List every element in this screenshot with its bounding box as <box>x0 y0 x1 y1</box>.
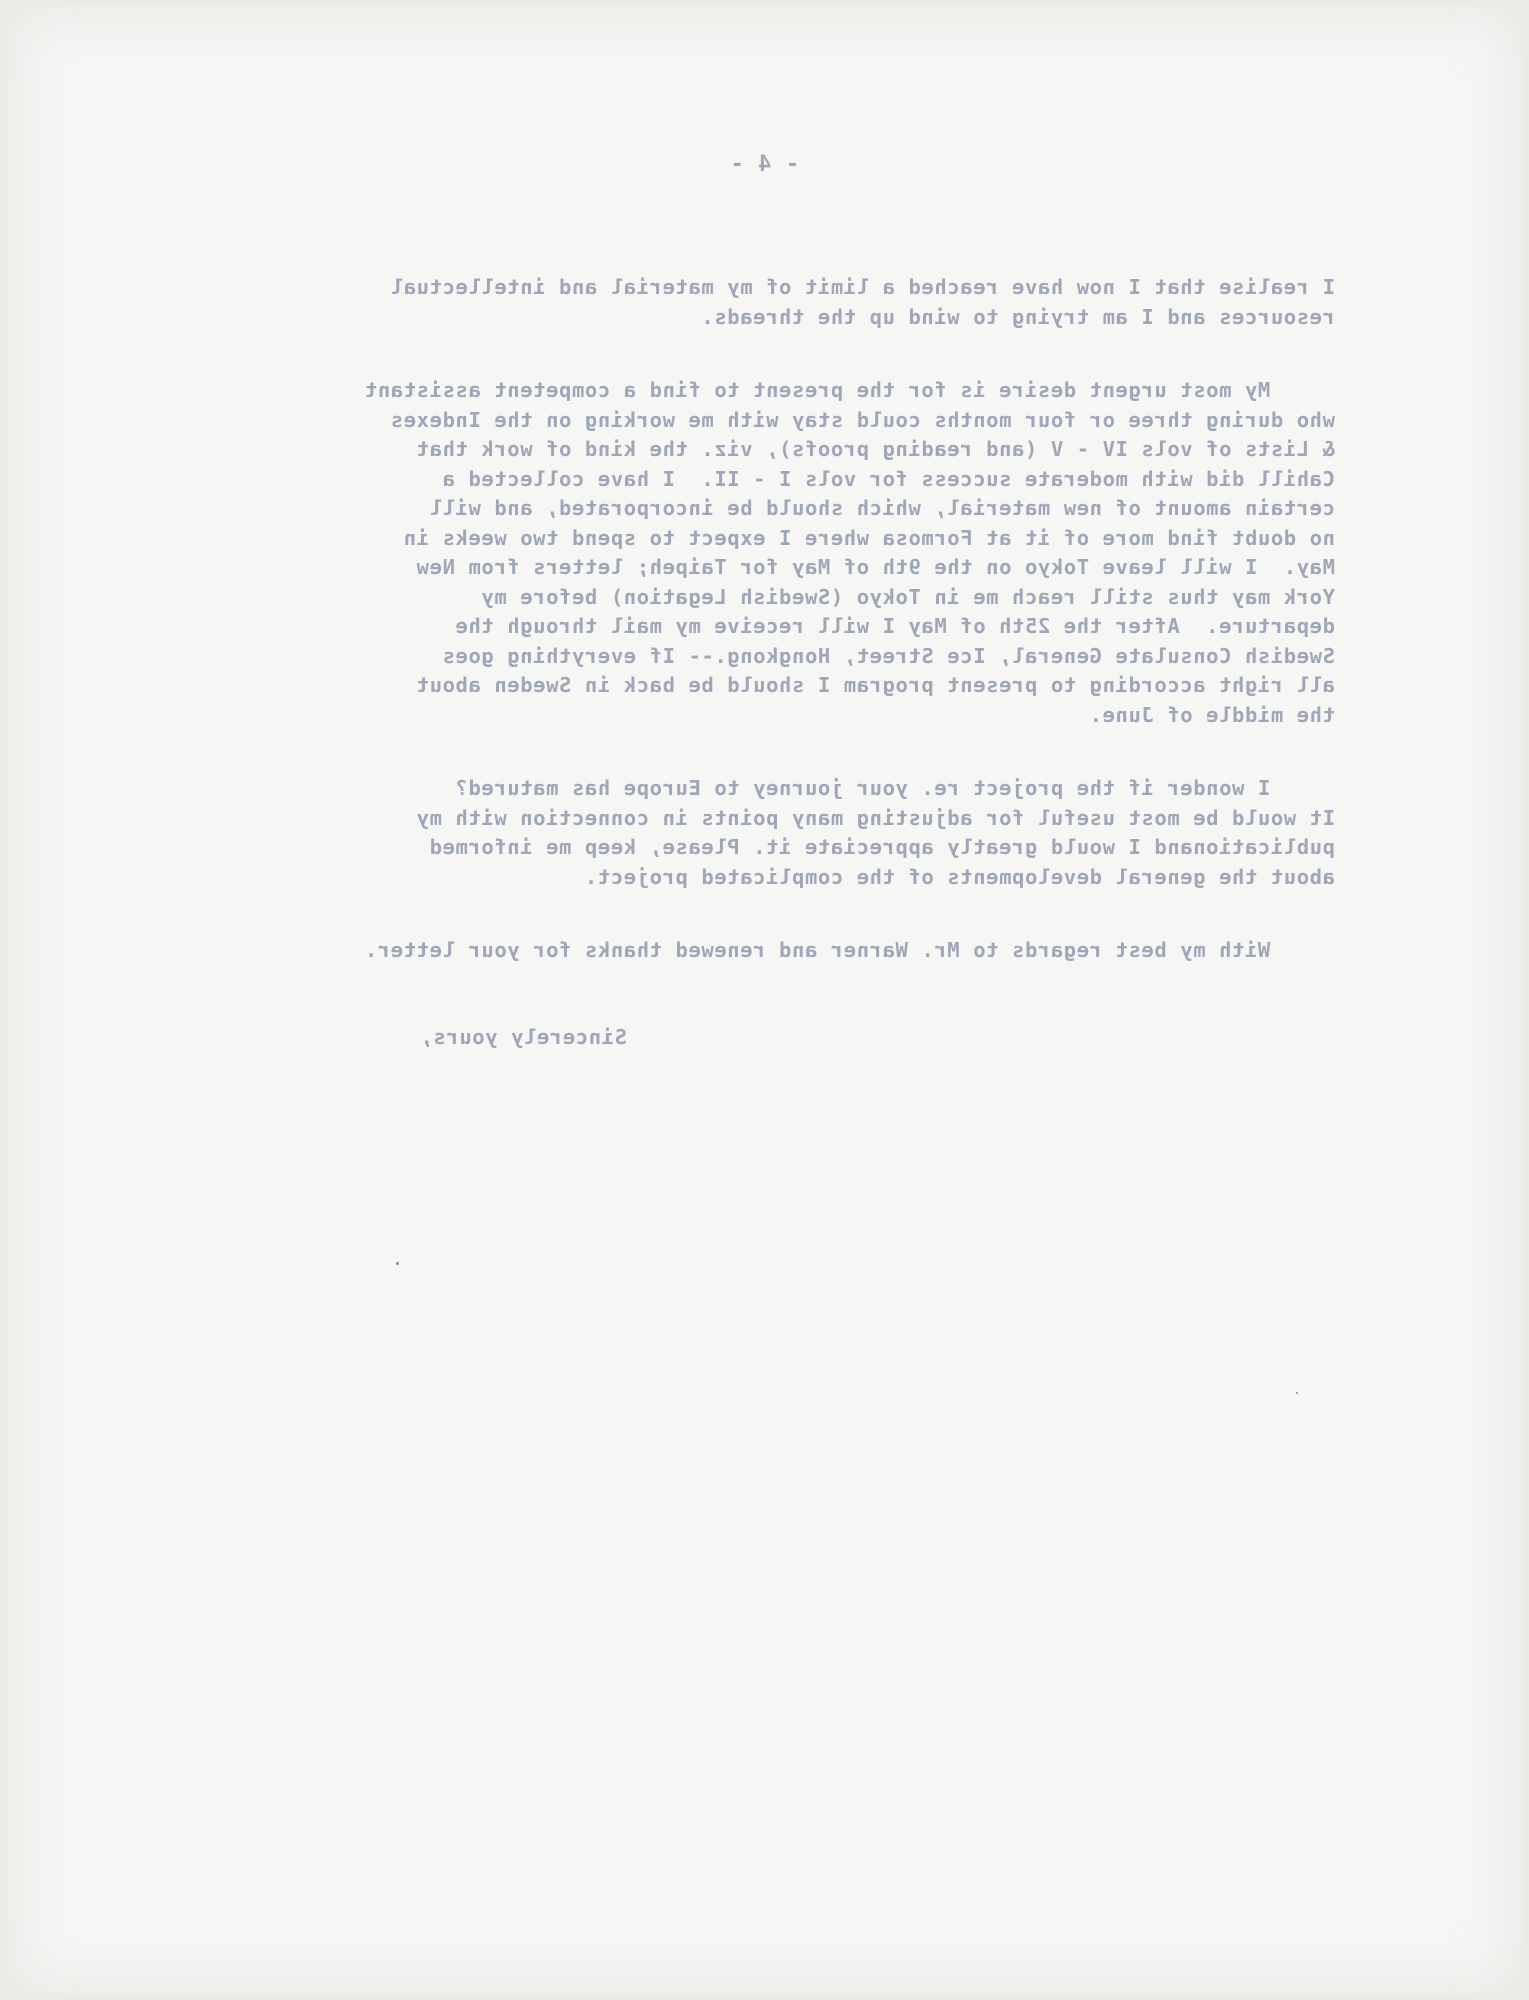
text-line: Cahill did with moderate success for vols I - II. I have collected a <box>441 466 1335 491</box>
text-line: I wonder if the project re. your journey to Europe has matured? <box>454 776 1335 800</box>
text-line: My most urgent desire is for the present to find a competent assistant <box>364 378 1335 402</box>
text-line: York may thus still reach me in Tokyo (Swedish Legation) before my <box>480 584 1335 609</box>
text-line: about the general developments of the complicated project. <box>584 864 1335 889</box>
paragraph <box>175 376 1335 730</box>
paper-speck <box>1296 1392 1298 1394</box>
text-line: all right according to present program I should be back in Sweden about <box>416 673 1335 697</box>
text-line: departure. After the 25th of May I will receive my mail through the <box>454 614 1335 638</box>
paragraph <box>175 774 1335 892</box>
text-line: & Lists of vols IV - V (and reading proofs), viz. the kind of work that <box>416 437 1335 461</box>
paragraph <box>175 273 1335 332</box>
text-line: no doubt find more of it at Formosa where I expect to spend two weeks in <box>403 525 1335 550</box>
text-line: I realise that I now have reached a limit of my material and intellectual <box>390 275 1335 299</box>
text-line: It would be most useful for adjusting many points in connection with my <box>416 805 1335 830</box>
text-line: May. I will leave Tokyo on the 9th of May for Taipeh; letters from New <box>416 555 1335 579</box>
text-line: Swedish Consulate General, Ice Street, Hongkong.-- If everything goes <box>441 643 1335 668</box>
paper-speck <box>396 1262 399 1265</box>
page-number: - 4 - <box>729 152 800 177</box>
text-line: certain amount of new material, which should be incorporated, and will <box>429 496 1335 520</box>
letter-body <box>175 273 1335 1010</box>
paragraph <box>175 936 1335 966</box>
text-line: publicationand I would greatly appreciate it. Please, keep me informed <box>429 835 1335 859</box>
closing-salutation: Sincerely yours, <box>419 1025 627 1049</box>
text-line: resources and I am trying to wind up the threads. <box>700 304 1335 329</box>
text-line: With my best regards to Mr. Warner and renewed thanks for your letter. <box>364 938 1335 962</box>
text-line: who during three or four months could stay with me working on the Indexes <box>390 407 1335 432</box>
text-line: the middle of June. <box>1089 702 1335 727</box>
